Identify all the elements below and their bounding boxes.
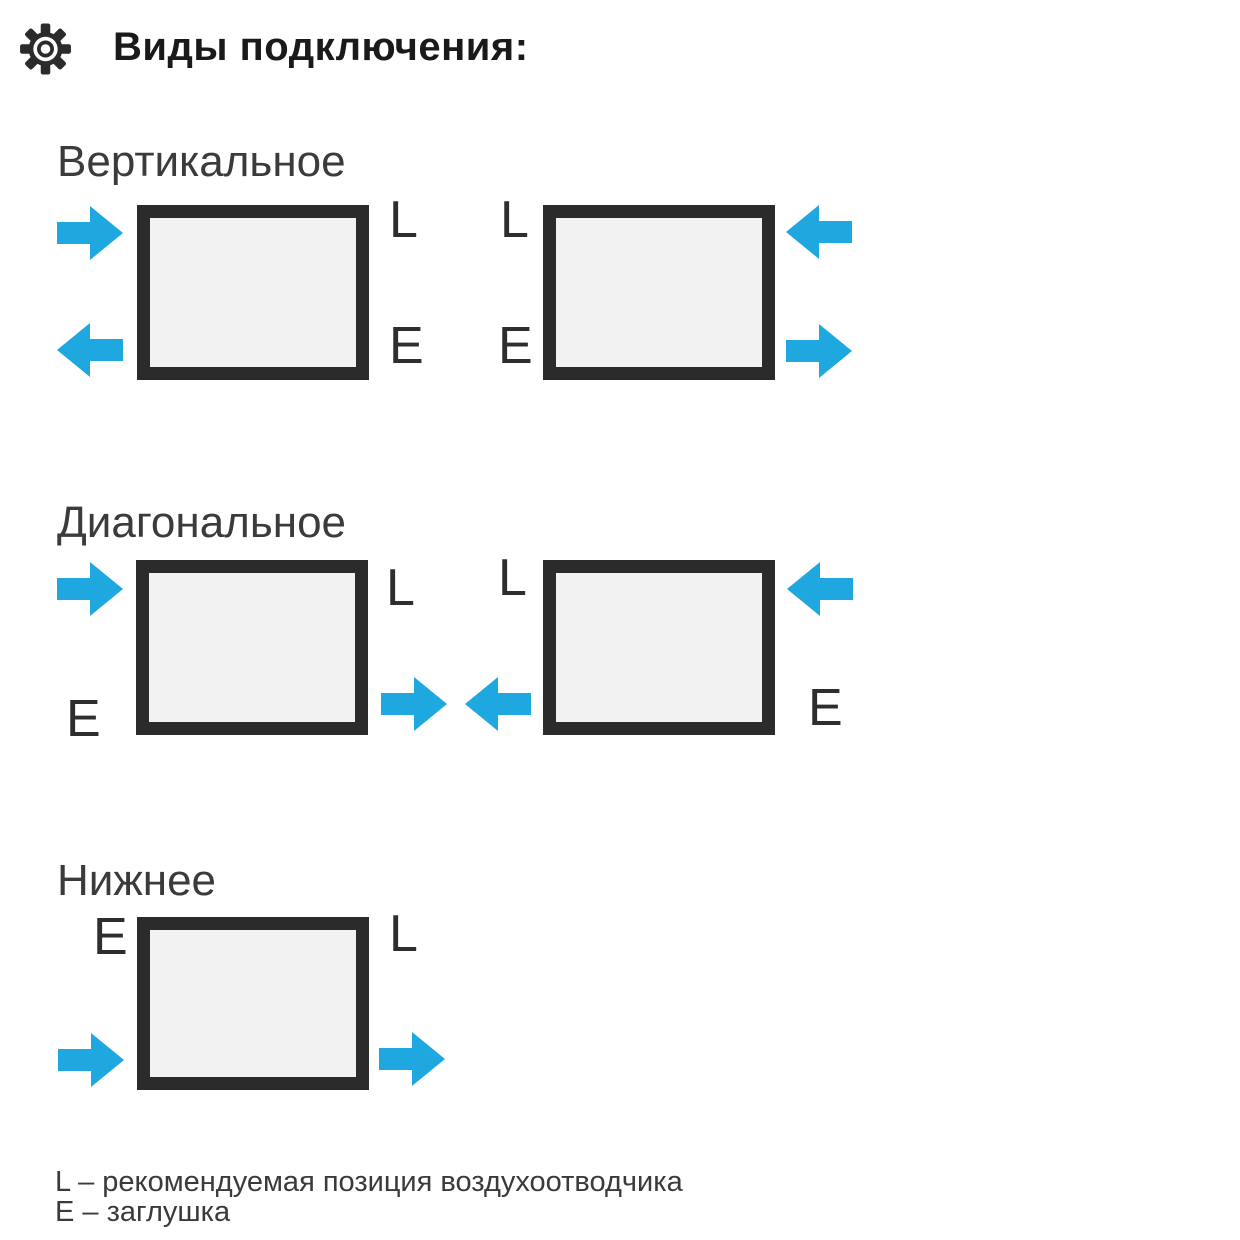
radiator-rect xyxy=(136,560,368,735)
legend-line-l: L – рекомендуемая позиция воздухоотводчика xyxy=(55,1166,683,1198)
port-label: E xyxy=(389,317,424,375)
flow-arrow-left-icon xyxy=(57,323,123,377)
port-label: L xyxy=(386,559,415,617)
flow-arrow-right-icon xyxy=(58,1033,124,1087)
radiator-rect xyxy=(137,205,369,380)
section-label-vertical: Вертикальное xyxy=(57,137,346,186)
port-label: L xyxy=(389,191,418,249)
radiator-rect xyxy=(543,205,775,380)
port-label: E xyxy=(66,690,101,748)
flow-arrow-left-icon xyxy=(465,677,531,731)
flow-arrow-right-icon xyxy=(57,562,123,616)
flow-arrow-right-icon xyxy=(57,206,123,260)
port-label: E xyxy=(93,908,128,966)
gear-icon xyxy=(19,20,72,78)
section-label-bottom: Нижнее xyxy=(57,856,217,905)
port-label: L xyxy=(389,905,418,963)
flow-arrow-right-icon xyxy=(379,1032,445,1086)
legend xyxy=(55,1167,683,1227)
radiator-rect xyxy=(543,560,775,735)
page-title: Виды подключения: xyxy=(113,25,529,69)
port-label: L xyxy=(500,191,529,249)
flow-arrow-left-icon xyxy=(786,205,852,259)
flow-arrow-right-icon xyxy=(381,677,447,731)
port-label: L xyxy=(498,549,527,607)
radiator-rect xyxy=(137,917,369,1090)
legend-line-e: E – заглушка xyxy=(55,1196,231,1228)
port-label: E xyxy=(808,679,843,737)
flow-arrow-right-icon xyxy=(786,324,852,378)
port-label: E xyxy=(498,317,533,375)
section-label-diagonal: Диагональное xyxy=(57,498,347,547)
flow-arrow-left-icon xyxy=(787,562,853,616)
